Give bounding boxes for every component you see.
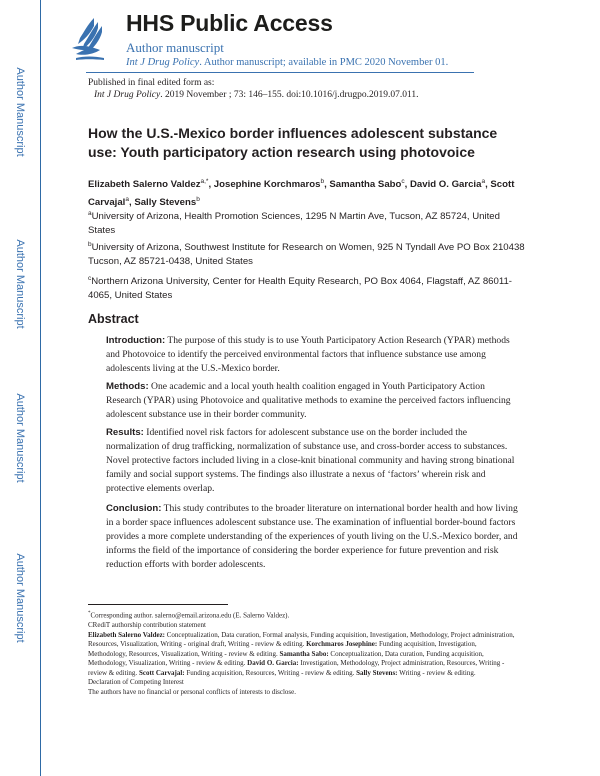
author-marker: b [320, 178, 325, 185]
header-divider [86, 72, 474, 73]
citation-journal-name: Int J Drug Policy [94, 90, 161, 100]
author-marker: a [481, 178, 486, 185]
credit-roles: Funding acquisition, Resources, Writing - review & editing. [184, 668, 357, 677]
affiliation-text: University of Arizona, Southwest Institute for Research on Women, 925 N Tyndall Ave PO Box 210438 Tucson, AZ 85721-0438, United States [88, 242, 525, 268]
corresponding-marker: * [88, 611, 91, 616]
credit-statement [88, 631, 516, 679]
affiliation-text: Northern Arizona University, Center for Health Equity Research, PO Box 4064, Flagstaff, AZ 86011-4065, United States [88, 276, 512, 302]
side-label-3: Author Manuscript [14, 393, 26, 483]
author-marker: a [125, 196, 129, 204]
article-title: How the U.S.-Mexico border influences adolescent substance use: Youth participatory action research using photovoice [88, 125, 498, 160]
author-name: Josephine Korchmaros [213, 179, 321, 191]
author-name: David O. Garcia [409, 179, 482, 191]
affiliation-marker: b [88, 241, 92, 248]
side-margin-bar [0, 0, 41, 776]
author-name: Elizabeth Salerno Valdez [88, 179, 201, 191]
abstract-methods [106, 380, 518, 422]
credit-author: Elizabeth Salerno Valdez: [88, 630, 166, 639]
abstract-section-text: One academic and a local youth health coalition engaged in Youth Participatory Action Research (YPAR) using Photovoice and qualitative methods to examine the perceived factors influencing adolescent substance use in their border community. [106, 381, 511, 420]
credit-author: David O. Garcia: [247, 659, 299, 668]
abstract-section-label: Results: [106, 427, 144, 438]
abstract-section-text: The purpose of this study is to use Youth Participatory Action Research (YPAR) methods and Photovoice to identify the perceived environmental factors that influence substance use among adolescents living at the U.S.-Mexico border. [106, 335, 510, 374]
abstract-section-text: This study contributes to the broader literature on international border health and how living in a border space influences adolescent substance use. The examination of influential border-bound factors provides a more complete understanding of the experiences of youth living on the U.S.-Mexico border, and informs the field of the importance of considering the border experience for future prevention and risk reduction efforts with border adolescents. [106, 503, 518, 570]
author-name: Scott Carvajal [88, 179, 515, 209]
abstract-conclusion [106, 502, 518, 572]
citation-text: . 2019 November ; 73: 146–155. doi:10.1016/j.drugpo.2019.07.011. [160, 90, 419, 100]
credit-author: Korchmaros Josephine: [306, 640, 378, 649]
affiliation-marker: c [88, 275, 92, 282]
affiliation-a [88, 207, 528, 238]
hhs-eagle-logo-icon [66, 14, 116, 64]
author-marker: b [196, 196, 200, 204]
abstract-results [106, 426, 518, 496]
credit-roles: Investigation, Methodology, Project administration, Resources, Writing - review & editing. [88, 659, 505, 677]
credit-author: Sally Stevens: [356, 668, 398, 677]
published-note: Published in final edited form as: [88, 78, 215, 88]
header-subtitle: Author manuscript [126, 40, 224, 55]
header-journal-rest: . Author manuscript; available in PMC 2020 November 01. [199, 57, 449, 68]
affiliation-c [88, 272, 528, 303]
affiliation-marker: a [88, 210, 92, 217]
abstract-section-label: Conclusion: [106, 503, 162, 514]
abstract-section-label: Methods: [106, 381, 149, 392]
header-journal-line [126, 57, 448, 68]
author-name: Samantha Sabo [329, 179, 402, 191]
author-marker: c [401, 178, 405, 185]
credit-author: Samantha Sabo: [279, 649, 329, 658]
credit-roles: Writing - review & editing. [397, 668, 476, 677]
abstract-introduction [106, 334, 518, 376]
author-list: Elizabeth Salerno Valdez$^{a,*}$, Josephine Korchmaros$^b$, Samantha Sabo$^c$, David O. Garcia$^a$, Scott Carvajal$^a$, Sally Stevens$^b$ [88, 178, 515, 209]
side-label-4: Author Manuscript [14, 553, 26, 643]
abstract-section-label: Introduction: [106, 335, 166, 346]
affiliation-text: University of Arizona, Health Promotion Sciences, 1295 N Martin Ave, Tucson, AZ 85724, United States [88, 211, 500, 237]
corresponding-text: Corresponding author. salerno@email.arizona.edu (E. Salerno Valdez). [90, 611, 290, 620]
credit-heading: CRediT authorship contribution statement [88, 620, 206, 629]
competing-interest-heading: Declaration of Competing Interest [88, 678, 184, 687]
credit-roles: Conceptualization, Data curation, Funding acquisition, Methodology, Visualization, Writing - review & editing. [88, 649, 484, 668]
side-label-1: Author Manuscript [14, 67, 26, 157]
author-marker: a,* [200, 178, 209, 185]
corresponding-author-note [88, 609, 516, 621]
header-journal-name: Int J Drug Policy [126, 57, 200, 68]
abstract-section-text: Identified novel risk factors for adolescent substance use on the border included the normalization of drug trafficking, normalization of substance use, and cross-border access to substances. Novel protective factors included living in a close-knit binational community and having strong binational family and social support systems. The findings also illustrate a nexus of ‘factors’ wherein risk and protective elements overlap. [106, 427, 515, 494]
credit-roles: Funding acquisition, Investigation, Methodology, Resources, Visualization, Writing - review & editing. [88, 640, 477, 658]
affiliation-b [88, 238, 528, 269]
abstract-heading: Abstract [88, 312, 139, 326]
credit-author: Scott Carvajal: [138, 668, 185, 677]
header-title: HHS Public Access [126, 10, 333, 36]
footnote-divider [88, 604, 228, 605]
citation-line [94, 90, 418, 100]
side-label-2: Author Manuscript [14, 239, 26, 329]
credit-roles: Conceptualization, Data curation, Formal analysis, Funding acquisition, Investigation, Methodology, Project administration, Resources, Visualization, Writing - original draft, Writing - review & editing. [88, 630, 515, 649]
author-name: Sally Stevens [134, 197, 197, 209]
competing-interest-text: The authors have no financial or personal conflicts of interests to disclose. [88, 688, 296, 697]
footnotes [88, 609, 516, 698]
